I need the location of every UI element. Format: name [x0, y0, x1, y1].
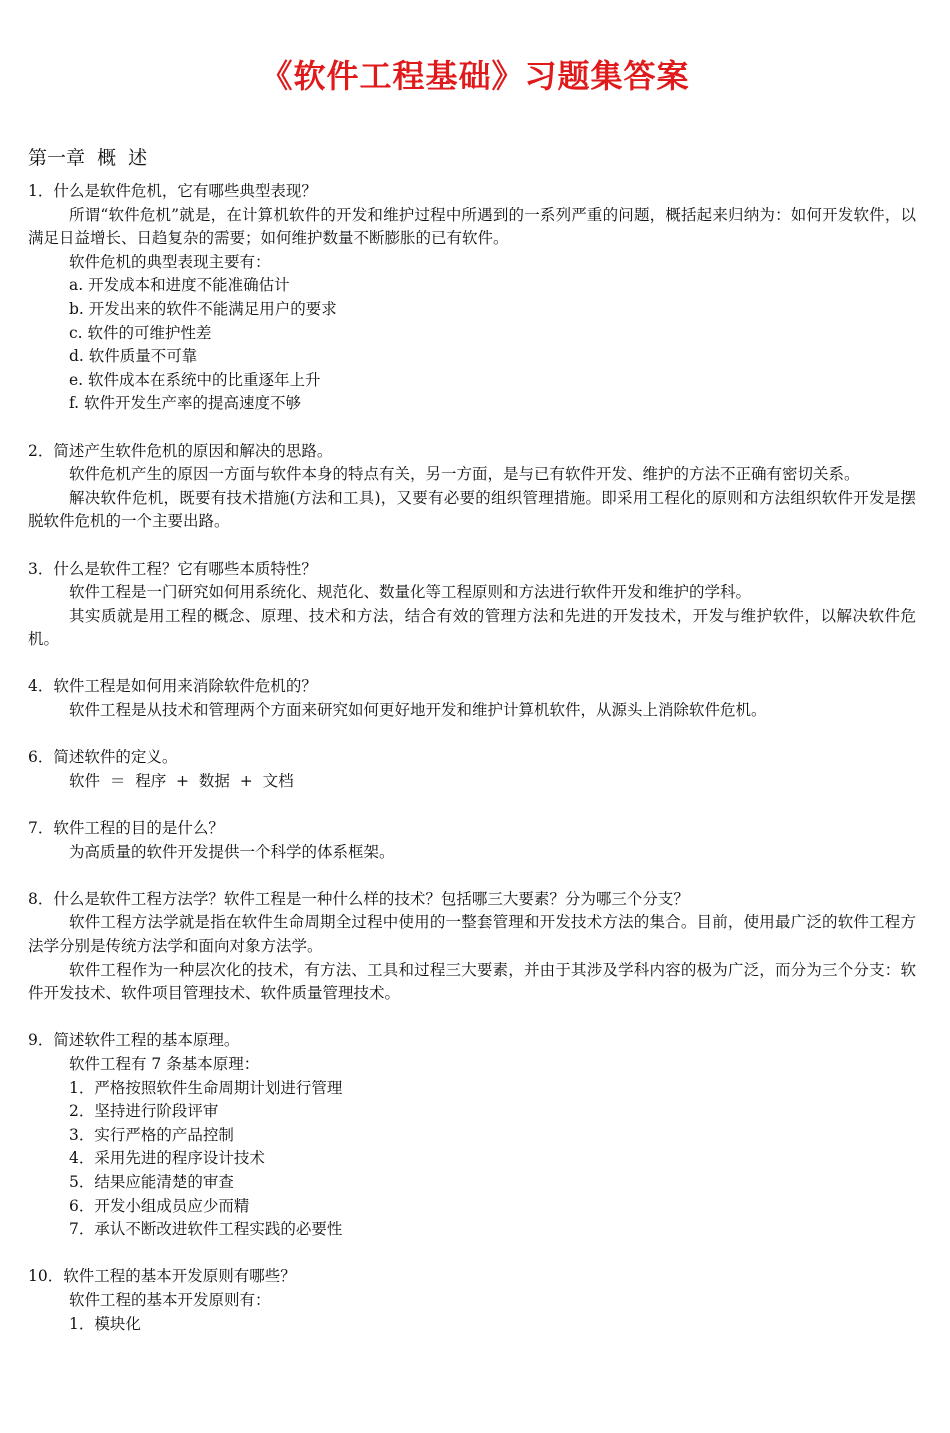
- answer-1-item: d. 软件质量不可靠: [69, 347, 198, 366]
- answer-9-item: 7．承认不断改进软件工程实践的必要性: [69, 1220, 343, 1239]
- question-4: 4．软件工程是如何用来消除软件危机的？: [28, 677, 317, 696]
- chapter-heading: 第一章 概 述: [28, 147, 148, 169]
- answer-10-item: 1．模块化: [69, 1314, 141, 1333]
- answer-2-paragraph-2: 解决软件危机，既要有技术措施(方法和工具)，又要有必要的组织管理措施。即采用工程化的原则和方法组织软件开发是摆脱软件危机的一个主要出路。: [28, 488, 916, 531]
- answer-3-paragraph-1: 软件工程是一门研究如何用系统化、规范化、数量化等工程原则和方法进行软件开发和维护的学科。: [69, 583, 752, 602]
- answer-4-paragraph-1: 软件工程是从技术和管理两个方面来研究如何更好地开发和维护计算机软件，从源头上消除软件危机。: [69, 701, 767, 720]
- answer-1-item: e. 软件成本在系统中的比重逐年上升: [69, 370, 321, 389]
- section-gap: [28, 652, 916, 676]
- question-6: 6．简述软件的定义。: [28, 748, 178, 767]
- section-gap: [28, 416, 916, 440]
- answer-9-item: 1．严格按照软件生命周期计划进行管理: [69, 1078, 343, 1097]
- question-1: 1．什么是软件危机，它有哪些典型表现？: [28, 182, 317, 200]
- answer-1-item: c. 软件的可维护性差: [69, 323, 212, 342]
- question-10: 10．软件工程的基本开发原则有哪些？: [28, 1267, 296, 1286]
- answer-1-item: a. 开发成本和进度不能准确估计: [69, 276, 290, 295]
- document-title: 《软件工程基础》习题集答案: [260, 57, 690, 95]
- section-gap: [28, 723, 916, 747]
- answer-1-paragraph-2: 软件危机的典型表现主要有：: [69, 252, 271, 271]
- answer-2-paragraph-1: 软件危机产生的原因一方面与软件本身的特点有关，另一方面，是与已有软件开发、维护的方法不正确有密切关系。: [69, 465, 860, 484]
- section-gap: [28, 1242, 916, 1266]
- answer-9-item: 3．实行严格的产品控制: [69, 1125, 234, 1144]
- question-7: 7．软件工程的目的是什么？: [28, 819, 224, 838]
- answer-1-paragraph-1: 所谓“软件危机”就是，在计算机软件的开发和维护过程中所遇到的一系列严重的问题，概括起来归纳为：如何开发软件，以满足日益增长、日趋复杂的需要；如何维护数量不断膨胀的已有软件。: [28, 205, 916, 248]
- question-8: 8．什么是软件工程方法学？软件工程是一种什么样的技术？包括哪三大要素？分为哪三个分支？: [28, 889, 689, 908]
- document-body: [28, 180, 916, 1336]
- answer-6-formula: 软件 ＝ 程序 + 数据 + 文档: [69, 771, 294, 790]
- answer-9-paragraph-1: 软件工程有 7 条基本原理：: [69, 1054, 260, 1073]
- answer-8-paragraph-1: 软件工程方法学就是指在软件生命周期全过程中使用的一整套管理和开发技术方法的集合。目前，使用最广泛的软件工程方法学分别是传统方法学和面向对象方法学。: [28, 913, 916, 955]
- answer-9-item: 2．坚持进行阶段评审: [69, 1102, 219, 1121]
- question-2: 2．简述产生软件危机的原因和解决的思路。: [28, 441, 333, 460]
- question-9: 9．简述软件工程的基本原理。: [28, 1031, 240, 1050]
- answer-7-paragraph-1: 为高质量的软件开发提供一个科学的体系框架。: [69, 842, 395, 861]
- answer-8-paragraph-2: 软件工程作为一种层次化的技术，有方法、工具和过程三大要素，并由于其涉及学科内容的极为广泛，而分为三个分支：软件开发技术、软件项目管理技术、软件质量管理技术。: [28, 960, 916, 1003]
- section-gap: [28, 1006, 916, 1030]
- section-gap: [28, 864, 916, 888]
- answer-9-item: 5．结果应能清楚的审查: [69, 1172, 234, 1191]
- question-3: 3．什么是软件工程？它有哪些本质特性？: [28, 559, 317, 578]
- answer-1-item: f. 软件开发生产率的提高速度不够: [69, 394, 302, 413]
- answer-3-paragraph-2: 其实质就是用工程的概念、原理、技术和方法，结合有效的管理方法和先进的开发技术，开发与维护软件，以解决软件危机。: [28, 606, 916, 649]
- answer-10-paragraph-1: 软件工程的基本开发原则有：: [69, 1290, 271, 1309]
- answer-9-item: 6．开发小组成员应少而精: [69, 1196, 250, 1215]
- section-gap: [28, 534, 916, 558]
- answer-1-item: b. 开发出来的软件不能满足用户的要求: [69, 299, 337, 318]
- section-gap: [28, 793, 916, 817]
- answer-9-item: 4．采用先进的程序设计技术: [69, 1149, 265, 1168]
